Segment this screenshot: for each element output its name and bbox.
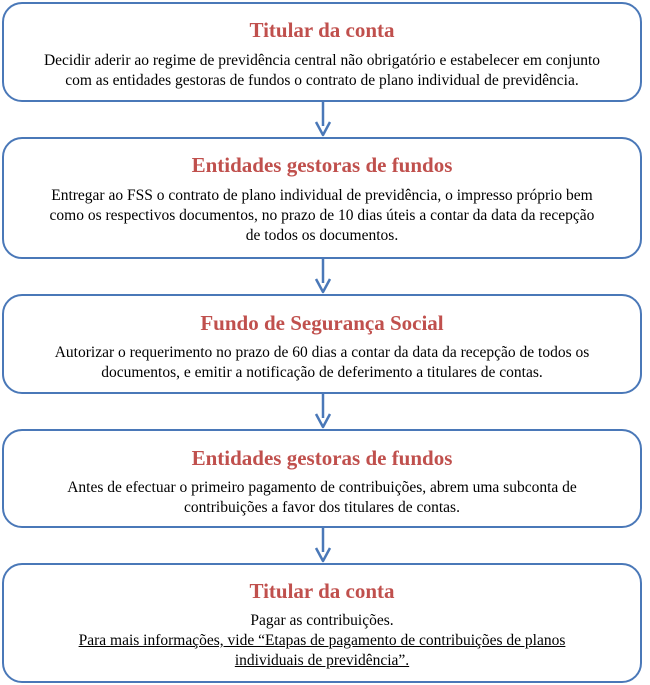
step-box-2 bbox=[2, 137, 642, 259]
flow-arrow-icon bbox=[314, 259, 332, 295]
step-text-line: Pagar as contribuições. bbox=[250, 612, 394, 629]
flow-arrow-icon bbox=[314, 102, 332, 138]
more-info-link[interactable] bbox=[18, 631, 626, 671]
step-text-line: Autorizar o requerimento no prazo de 60 dias a contar da data da recepção de todos os bbox=[54, 344, 590, 361]
step-box-1 bbox=[2, 2, 642, 102]
step-box-4 bbox=[2, 429, 642, 528]
step-text-line: como os respectivos documentos, no prazo de 10 dias úteis a contar da data da recepção bbox=[49, 207, 595, 224]
step-text-line: Entregar ao FSS o contrato de plano individual de previdência, o impresso próprio bem bbox=[51, 187, 593, 204]
step-title-5: Titular da conta bbox=[249, 579, 395, 603]
step-text-line: com as entidades gestoras de fundos o contrato de plano individual de previdência. bbox=[65, 72, 579, 89]
step-text-line: contribuições a favor dos titulares de contas. bbox=[184, 499, 460, 516]
step-title-4: Entidades gestoras de fundos bbox=[191, 446, 453, 470]
more-info-link-line[interactable]: individuais de previdência”. bbox=[234, 652, 410, 669]
step-title-3: Fundo de Segurança Social bbox=[200, 311, 444, 335]
step-text-line: documentos, e emitir a notificação de deferimento a titulares de contas. bbox=[101, 364, 543, 381]
step-title-1: Titular da conta bbox=[249, 18, 395, 42]
step-box-5 bbox=[2, 563, 642, 683]
step-box-3 bbox=[2, 294, 642, 394]
flow-arrow-icon bbox=[314, 394, 332, 430]
step-text-line: de todos os documentos. bbox=[245, 227, 399, 244]
flow-arrow-icon bbox=[314, 528, 332, 564]
more-info-link-line[interactable]: Para mais informações, vide “Etapas de pagamento de contribuições de planos bbox=[78, 632, 566, 649]
step-text-line: Decidir aderir ao regime de previdência central não obrigatório e estabelecer em conjunto bbox=[43, 52, 600, 69]
step-title-2: Entidades gestoras de fundos bbox=[191, 153, 453, 177]
step-text-line: Antes de efectuar o primeiro pagamento de contribuições, abrem uma subconta de bbox=[67, 479, 577, 496]
